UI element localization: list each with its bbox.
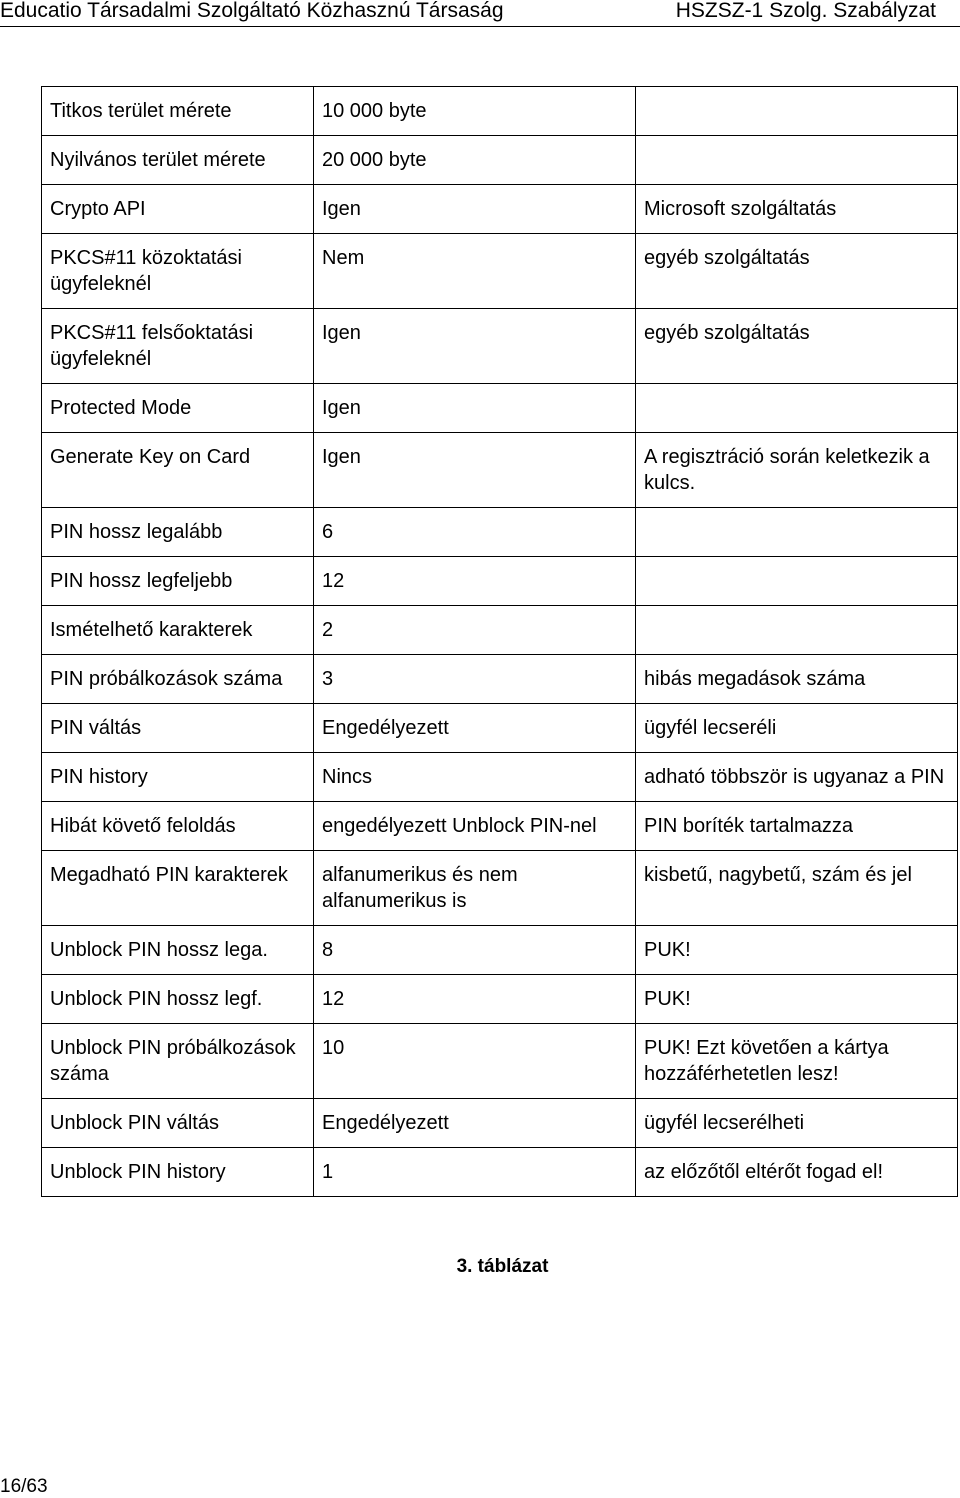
table-cell-value: 3 <box>314 655 636 704</box>
table-cell-note: egyéb szolgáltatás <box>636 234 958 309</box>
table-cell-note: kisbetű, nagybetű, szám és jel <box>636 851 958 926</box>
table-cell-note <box>636 87 958 136</box>
table-cell-property: Unblock PIN hossz lega. <box>42 926 314 975</box>
table-cell-value: 1 <box>314 1148 636 1197</box>
table-cell-property: PIN váltás <box>42 704 314 753</box>
table-row <box>42 926 958 975</box>
table-cell-note: adható többször is ugyanaz a PIN <box>636 753 958 802</box>
table-cell-note: A regisztráció során keletkezik a kulcs. <box>636 433 958 508</box>
table-cell-note <box>636 606 958 655</box>
table-row <box>42 704 958 753</box>
table-row <box>42 433 958 508</box>
table-row <box>42 508 958 557</box>
table-cell-note <box>636 384 958 433</box>
table-row <box>42 1099 958 1148</box>
page-number: 16/63 <box>0 1476 48 1497</box>
table-cell-value: Nincs <box>314 753 636 802</box>
table-cell-note: Microsoft szolgáltatás <box>636 185 958 234</box>
table-cell-note: ügyfél lecseréli <box>636 704 958 753</box>
table-row <box>42 753 958 802</box>
table-cell-value: 12 <box>314 557 636 606</box>
table-cell-note: PUK! <box>636 926 958 975</box>
table-cell-value: 10 000 byte <box>314 87 636 136</box>
table-caption: 3. táblázat <box>456 1256 549 1277</box>
table-cell-value: 20 000 byte <box>314 136 636 185</box>
table-cell-property: Nyilvános terület mérete <box>42 136 314 185</box>
table-cell-note: PUK! <box>636 975 958 1024</box>
table-cell-property: Unblock PIN history <box>42 1148 314 1197</box>
header-document-title: HSZSZ-1 Szolg. Szabályzat <box>675 0 936 22</box>
table-row <box>42 557 958 606</box>
table-row <box>42 851 958 926</box>
table-cell-property: PIN hossz legalább <box>42 508 314 557</box>
table-cell-value: 2 <box>314 606 636 655</box>
table-cell-note: PUK! Ezt követően a kártya hozzáférhetetlen lesz! <box>636 1024 958 1099</box>
table-row <box>42 87 958 136</box>
table-cell-value: Igen <box>314 433 636 508</box>
table-row <box>42 606 958 655</box>
table-cell-value: Igen <box>314 185 636 234</box>
table-cell-property: PIN próbálkozások száma <box>42 655 314 704</box>
table-cell-property: PIN hossz legfeljebb <box>42 557 314 606</box>
table-cell-property: Hibát követő feloldás <box>42 802 314 851</box>
table-cell-value: 6 <box>314 508 636 557</box>
table-cell-value: engedélyezett Unblock PIN-nel <box>314 802 636 851</box>
table-cell-property: Protected Mode <box>42 384 314 433</box>
table-row <box>42 309 958 384</box>
table-cell-property: PKCS#11 felsőoktatási ügyfeleknél <box>42 309 314 384</box>
table-cell-property: Unblock PIN hossz legf. <box>42 975 314 1024</box>
table-cell-property: Unblock PIN váltás <box>42 1099 314 1148</box>
table-cell-property: Generate Key on Card <box>42 433 314 508</box>
table-cell-note <box>636 136 958 185</box>
table-row <box>42 1024 958 1099</box>
table-cell-value: Engedélyezett <box>314 704 636 753</box>
table-cell-value: 8 <box>314 926 636 975</box>
table-cell-property: Crypto API <box>42 185 314 234</box>
table-row <box>42 1148 958 1197</box>
table-row <box>42 136 958 185</box>
table-cell-note: PIN boríték tartalmazza <box>636 802 958 851</box>
table-cell-property: Titkos terület mérete <box>42 87 314 136</box>
table-cell-value: Nem <box>314 234 636 309</box>
table-cell-property: Megadható PIN karakterek <box>42 851 314 926</box>
table-row <box>42 975 958 1024</box>
table-cell-note <box>636 508 958 557</box>
specification-table <box>41 86 958 1197</box>
table-cell-property: Unblock PIN próbálkozások száma <box>42 1024 314 1099</box>
table-row <box>42 234 958 309</box>
table-cell-note: az előzőtől eltérőt fogad el! <box>636 1148 958 1197</box>
table-cell-note: hibás megadások száma <box>636 655 958 704</box>
table-row <box>42 655 958 704</box>
table-cell-value: Igen <box>314 384 636 433</box>
table-cell-value: Engedélyezett <box>314 1099 636 1148</box>
table-cell-note <box>636 557 958 606</box>
table-cell-note: egyéb szolgáltatás <box>636 309 958 384</box>
table-row <box>42 384 958 433</box>
table-cell-value: alfanumerikus és nem alfanumerikus is <box>314 851 636 926</box>
table-row <box>42 802 958 851</box>
table-cell-property: PKCS#11 közoktatási ügyfeleknél <box>42 234 314 309</box>
table-cell-property: Ismételhető karakterek <box>42 606 314 655</box>
table-cell-property: PIN history <box>42 753 314 802</box>
table-row <box>42 185 958 234</box>
table-cell-note: ügyfél lecserélheti <box>636 1099 958 1148</box>
header-organization: Educatio Társadalmi Szolgáltató Közhasznú Társaság <box>0 0 504 22</box>
table-cell-value: 12 <box>314 975 636 1024</box>
table-cell-value: Igen <box>314 309 636 384</box>
page-header <box>0 0 960 27</box>
table-cell-value: 10 <box>314 1024 636 1099</box>
